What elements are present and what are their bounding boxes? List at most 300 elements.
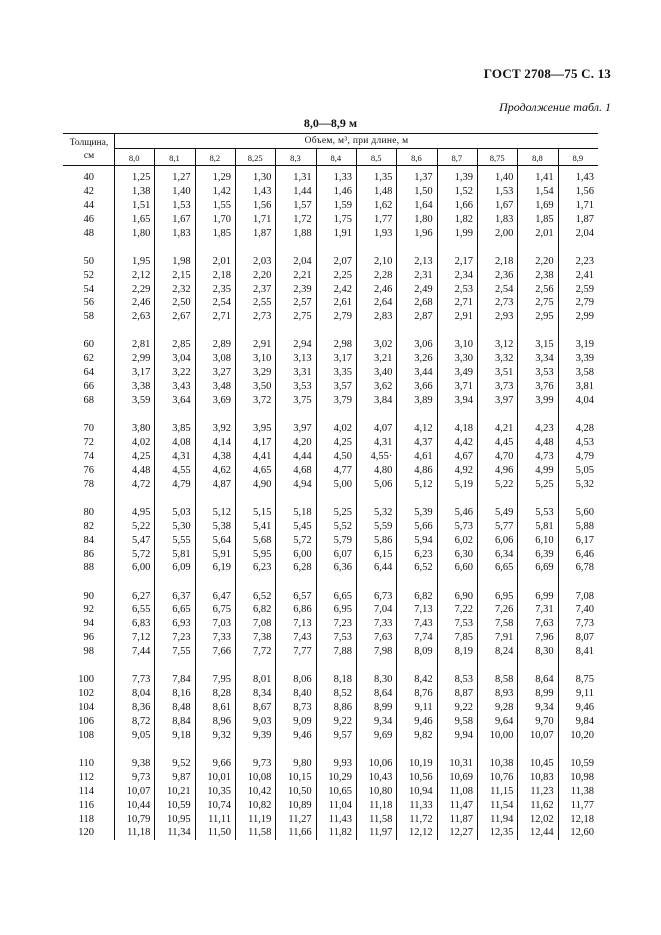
volume-value: 1,80 (414, 213, 433, 225)
volume-value: 11,27 (288, 813, 312, 825)
thickness-value: 52 (83, 269, 94, 281)
volume-value: 5,72 (293, 534, 312, 546)
volume-value: 3,79 (333, 395, 352, 406)
volume-value: 11,23 (530, 785, 554, 797)
thickness-value: 40 (83, 172, 94, 183)
volume-value: 2,98 (333, 339, 352, 351)
volume-value: 11,72 (409, 813, 433, 825)
thickness-value: 70 (83, 423, 94, 435)
volume-value: 1,75 (333, 213, 352, 225)
volume-value: 10,19 (409, 757, 433, 769)
volume-value: 4,50 (333, 450, 352, 462)
volume-value: 1,44 (293, 185, 312, 197)
volume-value: 1,71 (252, 213, 272, 225)
volume-value: 3,15 (535, 339, 554, 351)
thickness-value: 112 (78, 771, 94, 783)
volume-value: 4,21 (494, 423, 514, 435)
volume-value: 5,12 (414, 478, 433, 490)
volume-value: 8,96 (212, 715, 231, 727)
volume-value: 8,58 (494, 674, 514, 686)
volume-value: 5,06 (373, 478, 393, 490)
length-header: 8,0 (128, 153, 140, 163)
volume-value: 1,99 (454, 227, 473, 239)
volume-value: 1,88 (293, 227, 312, 239)
volume-value: 5,59 (373, 520, 393, 532)
volume-value: 3,17 (333, 353, 352, 365)
volume-value: 6,55 (131, 604, 151, 616)
volume-value: 9,46 (575, 702, 594, 713)
volume-value: 1,77 (373, 213, 393, 225)
volume-value: 4,42 (454, 437, 473, 448)
volume-value: 5,46 (454, 506, 473, 518)
volume-value: 10,01 (207, 771, 231, 783)
volume-value: 3,75 (293, 395, 312, 406)
volume-value: 5,45 (293, 520, 312, 532)
volume-value: 3,31 (293, 367, 312, 379)
thickness-header (64, 137, 114, 163)
volume-value: 2,23 (575, 255, 594, 267)
volume-value: 3,81 (575, 381, 594, 393)
volume-value: 10,80 (368, 785, 393, 797)
volume-value: 1,30 (252, 172, 272, 183)
volume-value: 2,71 (212, 311, 231, 323)
volume-value: 6,57 (293, 590, 312, 602)
volume-value: 2,71 (454, 297, 473, 309)
volume-value: 11,58 (248, 827, 272, 839)
volume-value: 1,91 (333, 227, 352, 239)
volume-value: 6,60 (454, 562, 473, 574)
volume-value: 2,39 (293, 283, 312, 295)
volume-value: 8,28 (212, 688, 231, 700)
volume-value: 5,81 (172, 548, 191, 560)
volume-value: 6,23 (252, 562, 272, 574)
thickness-value: 110 (78, 757, 94, 769)
volume-value: 11,38 (570, 785, 594, 797)
thickness-value: 98 (83, 646, 94, 658)
volume-value: 8,48 (172, 702, 191, 713)
volume-value: 1,87 (575, 213, 594, 225)
volume-value: 3,44 (414, 367, 433, 379)
volume-value: 1,85 (212, 227, 231, 239)
volume-value: 1,43 (575, 172, 594, 183)
volume-value: 8,76 (414, 688, 433, 700)
volume-value: 1,67 (172, 213, 191, 225)
volume-value: 3,35 (333, 367, 352, 379)
thickness-value: 76 (83, 464, 94, 476)
volume-value: 2,68 (414, 297, 433, 309)
volume-value: 11,34 (167, 827, 191, 839)
volume-value: 2,55 (252, 297, 272, 309)
volume-value: 6,37 (172, 590, 191, 602)
volume-value: 1,41 (535, 172, 554, 183)
volume-value: 3,50 (252, 381, 272, 393)
thickness-value: 114 (78, 785, 94, 797)
volume-value: 1,70 (212, 213, 231, 225)
volume-value: 10,59 (570, 757, 594, 769)
volume-value: 9,70 (535, 715, 554, 727)
volume-value: 10,44 (126, 799, 151, 811)
volume-value: 2,15 (172, 269, 191, 281)
volume-value: 5,53 (535, 506, 554, 518)
volume-value: 2,20 (252, 269, 272, 281)
volume-value: 9,84 (575, 715, 594, 727)
volume-value: 9,57 (333, 729, 352, 741)
thickness-value: 118 (78, 813, 94, 825)
volume-value: 10,89 (288, 799, 312, 811)
volume-value: 9,73 (131, 771, 151, 783)
volume-value: 11,82 (328, 827, 352, 839)
volume-value: 7,72 (252, 646, 272, 658)
volume-value: 7,33 (373, 618, 393, 630)
volume-value: 1,83 (494, 213, 514, 225)
volume-value: 1,85 (535, 213, 554, 225)
volume-value: 5,32 (373, 506, 393, 518)
volume-value: 1,27 (172, 172, 191, 183)
volume-value: 5,03 (172, 506, 191, 518)
volume-value: 2,56 (535, 283, 554, 295)
volume-value: 1,53 (494, 185, 514, 197)
volume-value: 12,60 (570, 827, 594, 839)
volume-value: 4,04 (575, 395, 594, 406)
volume-value: 8,41 (575, 646, 594, 658)
volume-value: 11,08 (449, 785, 473, 797)
volume-value: 5,91 (212, 548, 231, 560)
volume-value: 2,57 (293, 297, 312, 309)
volume-value: 4,67 (454, 450, 473, 462)
volume-value: 5,60 (575, 506, 594, 518)
volume-value: 1,33 (333, 172, 352, 183)
volume-value: 2,75 (293, 311, 312, 323)
volume-value: 2,04 (575, 227, 594, 239)
volume-value: 1,51 (131, 199, 151, 211)
volume-value: 9,03 (252, 715, 272, 727)
volume-value: 3,99 (535, 395, 554, 406)
volume-value: 4,61 (414, 450, 433, 462)
volume-value: 7,53 (454, 618, 473, 630)
volume-value: 1,29 (212, 172, 231, 183)
volume-value: 10,21 (167, 785, 191, 797)
volume-value: 2,87 (414, 311, 433, 323)
thickness-value: 88 (83, 562, 94, 574)
volume-value: 6,00 (293, 548, 312, 560)
volume-value: 10,74 (207, 799, 231, 811)
volume-value: 3,30 (454, 353, 473, 365)
length-header: 8,7 (451, 153, 463, 163)
volume-value: 4,25 (333, 437, 352, 448)
volume-value: 7,84 (172, 674, 191, 686)
volume-value: 6,00 (131, 562, 151, 574)
thickness-value: 102 (78, 688, 94, 700)
volume-value: 6,10 (535, 534, 554, 546)
volume-value: 2,95 (535, 311, 554, 323)
volume-value: 3,10 (454, 339, 473, 351)
volume-value: 10,07 (530, 729, 554, 741)
volume-value: 7,91 (494, 632, 514, 644)
volume-value: 9,73 (252, 757, 272, 769)
volume-value: 6,69 (535, 562, 554, 574)
volume-value: 8,06 (293, 674, 312, 686)
volume-value: 8,53 (454, 674, 473, 686)
volume-value: 3,04 (172, 353, 191, 365)
volume-value: 4,68 (293, 464, 312, 476)
volume-value: 6,46 (575, 548, 594, 560)
thickness-value: 78 (83, 478, 94, 490)
volume-value: 8,24 (494, 646, 514, 658)
volume-value: 2,89 (212, 339, 231, 351)
volume-value: 4,80 (373, 464, 393, 476)
volume-value: 5,77 (494, 520, 514, 532)
volume-value: 10,42 (247, 785, 272, 797)
volume-value: 11,97 (369, 827, 393, 839)
volume-value: 2,35 (212, 283, 231, 295)
volume-value: 1,87 (252, 227, 272, 239)
volume-value: 2,67 (172, 311, 191, 323)
volume-value: 6,52 (414, 562, 433, 574)
volume-value: 9,64 (494, 715, 514, 727)
volume-value: 6,73 (373, 590, 393, 602)
volume-value: 7,73 (131, 674, 151, 686)
volume-value: 4,25 (131, 450, 151, 462)
volume-value: 3,53 (293, 381, 312, 393)
volume-value: 5,47 (131, 534, 151, 546)
volume-value: 11,15 (490, 785, 514, 797)
volume-value: 7,26 (494, 604, 514, 616)
volume-value: 1,83 (172, 227, 191, 239)
volume-value: 12,18 (570, 813, 594, 825)
table-top-rule (63, 133, 598, 134)
volume-value: 9,22 (454, 702, 473, 713)
volume-value: 2,38 (535, 269, 554, 281)
volume-value: 4,45 (494, 437, 514, 448)
volume-value: 4,23 (535, 423, 554, 435)
volume-value: 9,11 (414, 702, 433, 713)
volume-value: 11,47 (449, 799, 473, 811)
volume-value: 5,22 (131, 520, 151, 532)
thickness-value: 62 (83, 353, 94, 365)
volume-value: 6,44 (373, 562, 393, 574)
volume-value: 3,40 (373, 367, 393, 379)
volume-value: 2,29 (131, 283, 151, 295)
volume-value: 5,15 (252, 506, 272, 518)
volume-value: 6,65 (494, 562, 514, 574)
thickness-value: 44 (83, 199, 94, 211)
volume-value: 1,65 (131, 213, 151, 225)
length-header: 8,5 (370, 153, 382, 163)
volume-value: 6,93 (172, 618, 191, 630)
volume-value: 1,53 (172, 199, 191, 211)
volume-value: 5,73 (454, 520, 473, 532)
length-header: 8,25 (247, 153, 263, 163)
volume-value: 3,95 (252, 423, 272, 435)
volume-value: 3,73 (494, 381, 514, 393)
volume-value: 2,54 (212, 297, 231, 309)
volume-value: 3,02 (373, 339, 393, 351)
volume-value: 5,25 (535, 478, 554, 490)
volume-value: 6,75 (212, 604, 231, 616)
volume-value: 7,33 (212, 632, 231, 644)
volume-value: 4,95 (131, 506, 151, 518)
volume-value: 4,14 (212, 437, 231, 448)
volume-value: 6,19 (212, 562, 231, 574)
volume-value: 11,77 (570, 799, 594, 811)
volume-value: 9,34 (373, 715, 393, 727)
length-header: 8,75 (489, 153, 505, 163)
volume-value: 12,12 (409, 827, 433, 839)
volume-value: 7,13 (293, 618, 312, 630)
volume-value: 5,55 (172, 534, 191, 546)
volume-value: 4,79 (575, 450, 594, 462)
volume-value: 2,25 (333, 269, 352, 281)
volume-value: 3,12 (494, 339, 514, 351)
volume-value: 10,06 (368, 757, 393, 769)
volume-value: 10,56 (409, 771, 433, 783)
volume-value: 7,58 (494, 618, 514, 630)
volume-value: 3,29 (252, 367, 272, 379)
volume-value: 7,23 (333, 618, 352, 630)
thickness-value: 46 (83, 213, 94, 225)
thickness-value: 86 (83, 548, 94, 560)
volume-value: 8,52 (333, 688, 352, 700)
volume-value: 1,40 (494, 172, 514, 183)
volume-value: 4,12 (414, 423, 433, 435)
volume-value: 8,07 (575, 632, 594, 644)
volume-value: 11,04 (328, 799, 352, 811)
thickness-value: 54 (83, 283, 94, 295)
volume-value: 10,08 (247, 771, 272, 783)
volume-value: 3,76 (535, 381, 554, 393)
volume-value: 1,55 (212, 199, 231, 211)
volume-value: 10,82 (247, 799, 272, 811)
volume-value: 3,17 (131, 367, 151, 379)
thickness-value: 82 (83, 520, 94, 532)
volume-value: 1,54 (535, 185, 554, 197)
thickness-value: 58 (83, 311, 94, 323)
volume-value: 4,41 (252, 450, 272, 462)
volume-value: 4,77 (333, 464, 352, 476)
volume-value: 11,33 (409, 799, 433, 811)
volume-value: 6,78 (575, 562, 594, 574)
volume-value: 11,11 (208, 813, 231, 825)
volume-value: 5,30 (172, 520, 191, 532)
volume-value: 8,93 (494, 688, 514, 700)
volume-value: 4,86 (414, 464, 433, 476)
volume-value: 7,55 (172, 646, 191, 658)
volume-value: 2,91 (454, 311, 473, 323)
volume-value: 4,31 (172, 450, 191, 462)
volume-value: 2,20 (535, 255, 554, 267)
volume-value: 9,46 (414, 715, 433, 727)
volume-value: 11,18 (127, 827, 151, 839)
volume-value: 2,94 (293, 339, 312, 351)
volume-value: 5,32 (575, 478, 594, 490)
volume-value: 6,65 (172, 604, 191, 616)
volume-value: 7,38 (252, 632, 272, 644)
volume-value: 3,80 (131, 423, 151, 435)
volume-value: 9,34 (535, 702, 554, 713)
volume-value: 2,93 (494, 311, 514, 323)
volume-value: 5,72 (131, 548, 151, 560)
volume-value: 7,43 (414, 618, 433, 630)
volume-value: 1,72 (293, 213, 312, 225)
volume-value: 8,30 (373, 674, 393, 686)
volume-value: 3,97 (494, 395, 514, 406)
volume-value: 10,43 (368, 771, 393, 783)
volume-value: 2,42 (333, 283, 352, 295)
thickness-value: 64 (83, 367, 94, 379)
volume-value: 5,66 (414, 520, 433, 532)
volume-value: 9,22 (333, 715, 352, 727)
volume-value: 1,80 (131, 227, 151, 239)
volume-value: 2,10 (373, 255, 393, 267)
volume-value: 3,10 (252, 353, 272, 365)
volume-value: 11,43 (328, 813, 352, 825)
thickness-value: 66 (83, 381, 94, 393)
thickness-header-line-2: см (83, 151, 95, 161)
length-header: 8,4 (330, 153, 342, 163)
volume-value: 2,91 (252, 339, 272, 351)
thickness-value: 116 (78, 799, 94, 811)
volume-value: 4,94 (293, 478, 312, 490)
volume-value: 2,21 (293, 269, 312, 281)
volume-value: 8,87 (454, 688, 473, 700)
volume-value: 1,31 (293, 172, 312, 183)
volume-value: 9,87 (172, 771, 191, 783)
volume-value: 4,07 (373, 423, 393, 435)
volume-value: 3,39 (575, 353, 594, 365)
volume-value: 1,95 (131, 255, 151, 267)
volume-value: 5,86 (373, 534, 393, 546)
volume-value: 4,90 (252, 478, 272, 490)
thickness-value: 72 (83, 437, 94, 448)
volume-value: 4,96 (494, 464, 514, 476)
volume-value: 4,48 (535, 437, 554, 448)
volume-value: 10,59 (167, 799, 191, 811)
volume-value: 5,05 (575, 464, 594, 476)
volume-value: 7,98 (373, 646, 393, 658)
volume-value: 5,94 (414, 534, 433, 546)
volume-value: 7,88 (333, 646, 352, 658)
volume-value: 8,99 (373, 702, 393, 713)
thickness-value: 80 (83, 506, 94, 518)
volume-value: 10,69 (449, 771, 473, 783)
volume-value: 4,55· (370, 450, 393, 462)
volume-value: 3,21 (373, 353, 393, 365)
thickness-value: 92 (83, 604, 94, 616)
thickness-value: 50 (83, 255, 94, 267)
volume-value: 2,81 (131, 339, 151, 351)
volume-value: 4,87 (212, 478, 231, 490)
volume-value: 7,85 (454, 632, 473, 644)
volume-value: 8,67 (252, 702, 272, 713)
volume-value: 1,56 (252, 199, 272, 211)
thickness-value: 68 (83, 395, 94, 406)
volume-value: 2,37 (252, 283, 272, 295)
volume-value: 5,41 (252, 520, 272, 532)
volume-value: 4,44 (293, 450, 312, 462)
thickness-value: 42 (83, 185, 94, 197)
volume-value: 9,05 (131, 729, 151, 741)
volume-value: 3,72 (252, 395, 272, 406)
volume-value: 11,50 (207, 827, 231, 839)
volume-value: 8,16 (172, 688, 191, 700)
volume-value: 2,18 (494, 255, 514, 267)
volume-value: 10,65 (328, 785, 352, 797)
volume-value: 5,00 (333, 478, 352, 490)
volume-value: 1,66 (454, 199, 473, 211)
volume-value: 10,31 (449, 757, 473, 769)
volume-value: 4,17 (252, 437, 272, 448)
volume-value: 10,29 (328, 771, 352, 783)
